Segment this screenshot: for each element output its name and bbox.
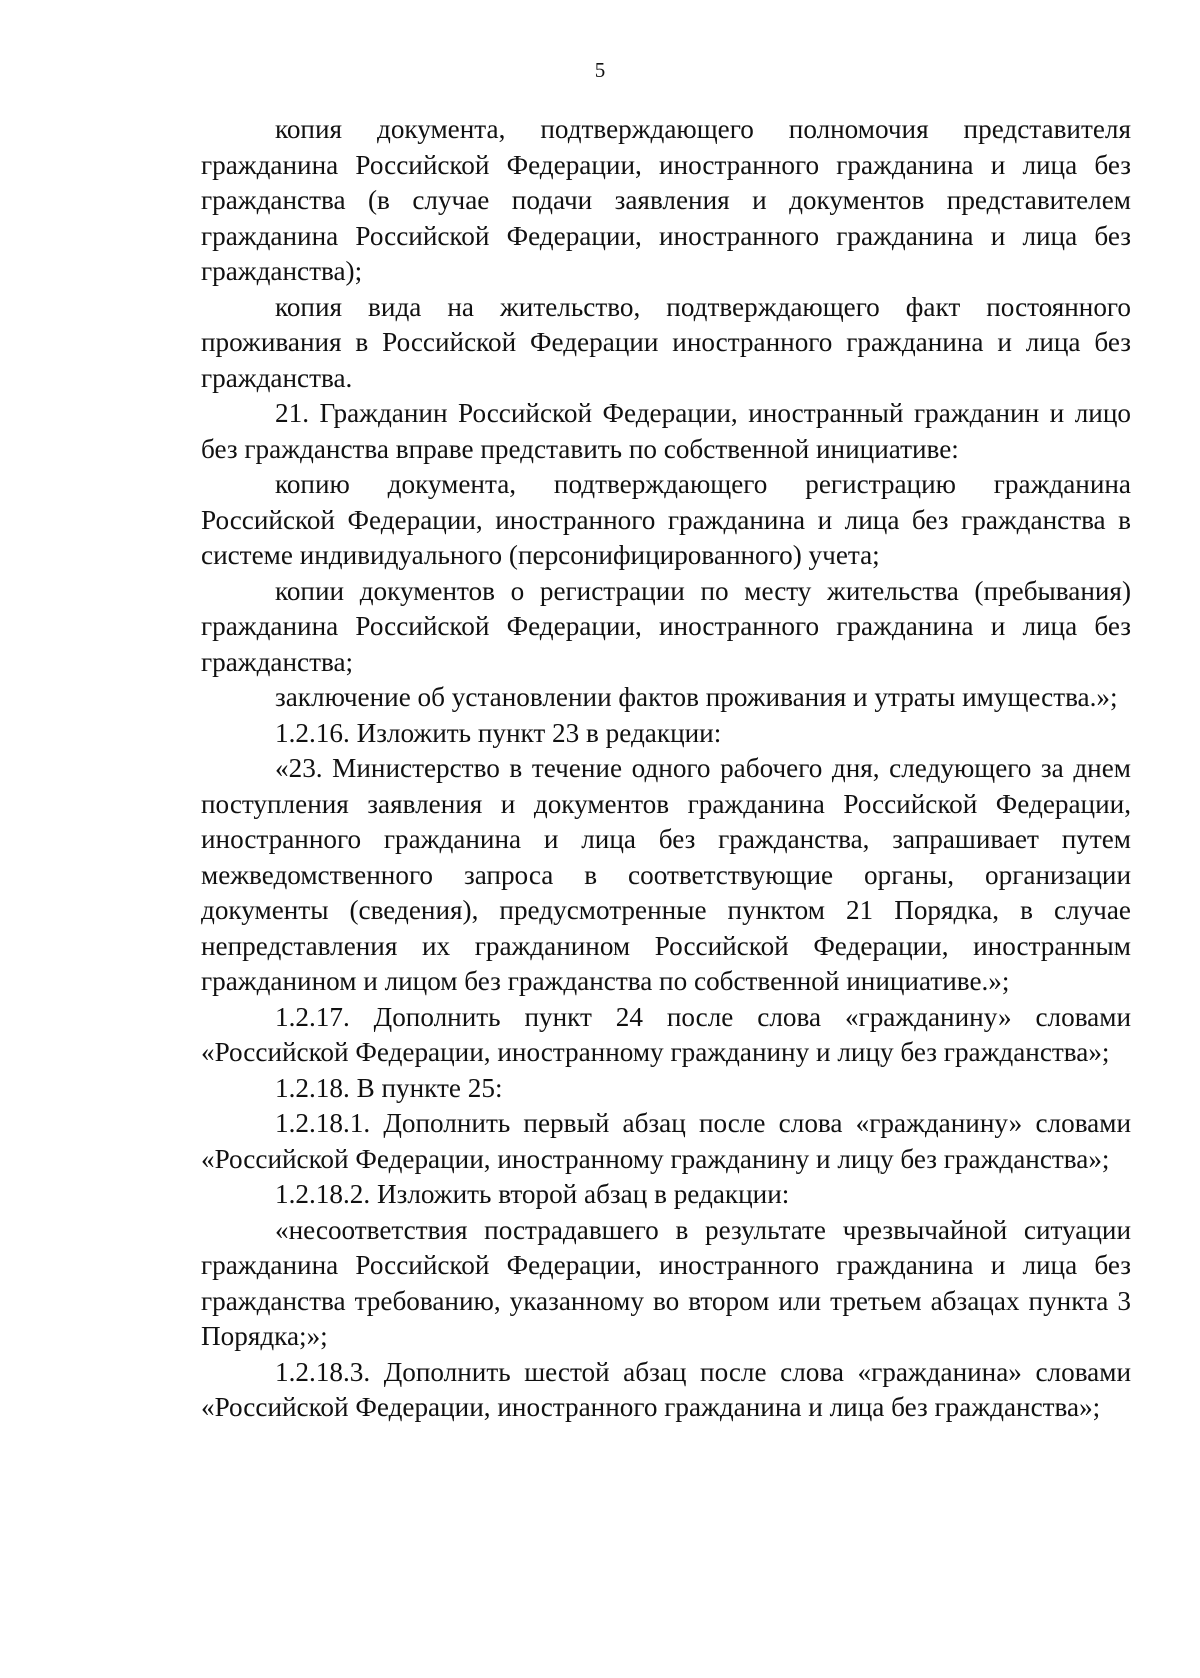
paragraph: заключение об установлении фактов проживания и утраты имущества.»;: [275, 682, 1118, 712]
document-body: [201, 112, 1131, 1426]
paragraph: копия документа, подтверждающего полномочия представителя гражданина Российской Федерации, иностранного гражданина и лица без гражданства (в случае подачи заявления и документов представителем гражданина Российской Федерации, иностранного гражданина и лица без гражданства);: [201, 114, 1131, 286]
paragraph: 21. Гражданин Российской Федерации, иностранный гражданин и лицо без гражданства вправе представить по собственной инициативе:: [201, 398, 1131, 464]
paragraph: 1.2.18.2. Изложить второй абзац в редакции:: [275, 1179, 790, 1209]
paragraph: «несоответствия пострадавшего в результате чрезвычайной ситуации гражданина Российской Федерации, иностранного гражданина и лица без гражданства требованию, указанному во втором или третьем абзацах пункта 3 Порядка;»;: [201, 1214, 1131, 1351]
paragraph: 1.2.17. Дополнить пункт 24 после слова «гражданину» словами «Российской Федерации, иностранному гражданину и лицу без гражданства»;: [201, 1001, 1131, 1067]
paragraph: 1.2.18.3. Дополнить шестой абзац после слова «гражданина» словами «Российской Федерации, иностранного гражданина и лица без гражданства»;: [201, 1356, 1131, 1422]
paragraph: 1.2.18. В пункте 25:: [275, 1072, 503, 1103]
paragraph: 1.2.18.1. Дополнить первый абзац после слова «гражданину» словами «Российской Федерации, иностранному гражданину и лицу без гражданства»;: [201, 1108, 1131, 1174]
page-number: 5: [594, 58, 606, 82]
paragraph: копию документа, подтверждающего регистрацию гражданина Российской Федерации, иностранного гражданина и лица без гражданства в системе индивидуального (персонифицированного) учета;: [201, 469, 1131, 570]
paragraph: копии документов о регистрации по месту жительства (пребывания) гражданина Российской Федерации, иностранного гражданина и лица без гражданства;: [201, 575, 1131, 677]
paragraph: 1.2.16. Изложить пункт 23 в редакции:: [275, 717, 722, 748]
paragraph: «23. Министерство в течение одного рабочего дня, следующего за днем поступления заявления и документов гражданина Российской Федерации, иностранного гражданина и лица без гражданства, запрашивает путем межведомственного запроса в соответствующие органы, организации документы (сведения), предусмотренные пунктом 21 Порядка, в случае непредставления их гражданином Российской Федерации, иностранным гражданином и лицом без гражданства по собственной инициативе.»;: [201, 753, 1131, 996]
paragraph: копия вида на жительство, подтверждающего факт постоянного проживания в Российской Федерации иностранного гражданина и лица без гражданства.: [201, 291, 1131, 393]
